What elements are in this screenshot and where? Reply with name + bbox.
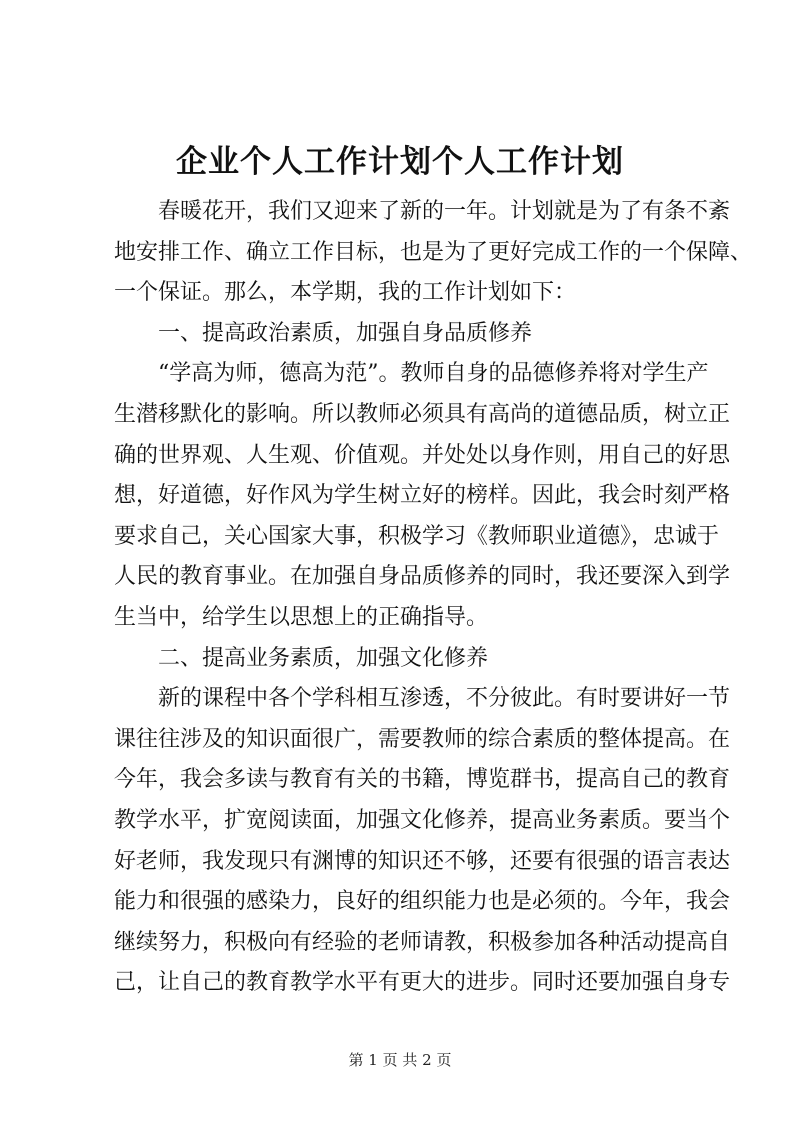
paragraph-line: 己，让自己的教育教学水平有更大的进步。同时还要加强自身专: [114, 970, 731, 996]
paragraph-line: 继续努力，积极向有经验的老师请教，积极参加各种活动提高自: [114, 929, 731, 955]
paragraph-line: 好老师，我发现只有渊博的知识还不够，还要有很强的语言表达: [114, 848, 731, 874]
section-heading: 一、提高政治素质，加强自身品质修养: [158, 320, 533, 346]
paragraph-line: 人民的教育事业。在加强自身品质修养的同时，我还要深入到学: [114, 564, 731, 590]
paragraph-line: 地安排工作、确立工作目标，也是为了更好完成工作的一个保障、: [114, 239, 753, 265]
page-number-footer: 第 1 页 共 2 页: [348, 1051, 452, 1069]
section-heading: 二、提高业务素质，加强文化修养: [158, 645, 489, 671]
document-title: 企业个人工作计划个人工作计划: [176, 144, 624, 180]
paragraph-line: 春暖花开，我们又迎来了新的一年。计划就是为了有条不紊: [158, 199, 731, 224]
paragraph-line: 新的课程中各个学科相互渗透，不分彼此。有时要讲好一节: [158, 686, 731, 712]
paragraph-line: 课往往涉及的知识面很广，需要教师的综合素质的整体提高。在: [114, 726, 731, 752]
paragraph-line: 生潜移默化的影响。所以教师必须具有高尚的道德品质，树立正: [114, 401, 731, 427]
document-body: [114, 192, 753, 1004]
paragraph-line: 确的世界观、人生观、价值观。并处处以身作则，用自己的好思: [114, 442, 731, 468]
paragraph-line: 能力和很强的感染力，良好的组织能力也是必须的。今年，我会: [114, 889, 731, 915]
paragraph-line: 教学水平，扩宽阅读面，加强文化修养，提高业务素质。要当个: [114, 807, 731, 833]
paragraph-line: 生当中，给学生以思想上的正确指导。: [114, 604, 489, 630]
paragraph-line: 想，好道德，好作风为学生树立好的榜样。因此，我会时刻严格: [114, 483, 731, 509]
paragraph-line: 一个保证。那么，本学期，我的工作计划如下：: [114, 280, 577, 306]
paragraph-line: “学高为师，德高为范”。教师自身的品德修养将对学生产: [158, 361, 709, 387]
paragraph-line: 要求自己，关心国家大事，积极学习《教师职业道德》，忠诚于: [114, 523, 720, 549]
paragraph-line: 今年，我会多读与教育有关的书籍，博览群书，提高自己的教育: [114, 767, 731, 793]
